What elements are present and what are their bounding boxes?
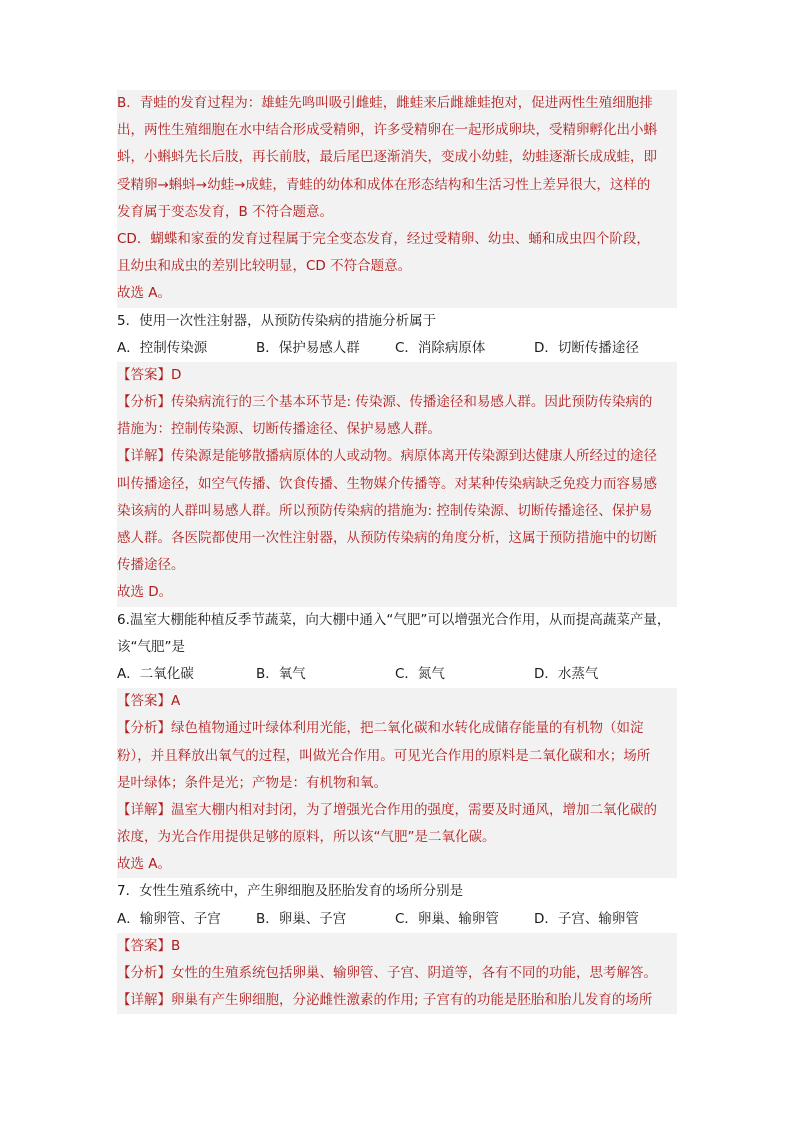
answer-value: D (171, 366, 182, 383)
q6-stem: 该“气肥”是 (117, 638, 185, 655)
detail-tag: 【详解】 (117, 448, 171, 465)
q6-option-d: D．水蒸气 (534, 665, 599, 682)
document-page (117, 90, 677, 1014)
analysis-tag: 【分析】 (117, 965, 171, 981)
detail-text: 叫传播途径，如空气传播、饮食传播、生物媒介传播等。对某种传染病缺乏免疫力而容易感 (117, 475, 657, 492)
q7-answer (117, 933, 677, 960)
q6-solution (117, 688, 677, 878)
analysis-text: 粉），并且释放出氧气的过程，叫做光合作用。可见光合作用的原料是二氧化碳和水；场所 (117, 747, 651, 764)
q6-option-b: B．氧气 (256, 665, 306, 682)
q5-answer (117, 362, 677, 389)
q6-stem: 6.温室大棚能种植反季节蔬菜，向大棚中通入“气肥”可以增强光合作用，从而提高蔬菜产量， (117, 611, 671, 628)
detail-text: 感人群。各医院都使用一次性注射器，从预防传染病的角度分析，这属于预防措施中的切断 (117, 530, 657, 546)
q5-options (117, 335, 677, 362)
q5-option-c: C．消除病原体 (395, 339, 486, 356)
detail-text: 温室大棚内相对封闭，为了增强光合作用的强度，需要及时通风，增加二氧化碳的 (171, 801, 657, 818)
analysis-text: 是叶绿体；条件是光；产物是：有机物和氧。 (117, 774, 387, 791)
q4-option-b-line: B．青蛙的发育过程为：雄蛙先鸣叫吸引雌蛙，雌蛙来后雌雄蛙抱对，促进两性生殖细胞排 (117, 95, 653, 111)
detail-text: 传染源是能够散播病原体的人或动物。病原体离开传染源到达健康人所经过的途径 (171, 448, 657, 465)
detail-tag: 【详解】 (117, 992, 171, 1009)
detail-text: 传播途径。 (117, 557, 185, 574)
q7-option-a: A．输卵管、子宫 (117, 910, 221, 927)
q7-options (117, 906, 677, 933)
q7-analysis (117, 960, 677, 987)
detail-text: 染该病的人群叫易感人群。所以预防传染病的措施为: 控制传染源、切断传播途径、保护易 (117, 502, 653, 519)
q7-option-c: C．卵巢、输卵管 (395, 910, 499, 927)
answer-tag: 【答案】 (117, 937, 171, 954)
analysis-tag: 【分析】 (117, 394, 171, 411)
q6-options (117, 661, 677, 688)
q6-answer (117, 688, 677, 715)
analysis-text: 措施为：控制传染源、切断传播途径、保护易感人群。 (117, 421, 441, 438)
q5-analysis (117, 389, 677, 416)
q4-option-b-line: 发育属于变态发育，B 不符合题意。 (117, 203, 334, 220)
q4-option-cd-line: CD．蝴蝶和家蚕的发育过程属于完全变态发育，经过受精卵、幼虫、蛹和成虫四个阶段， (117, 230, 650, 247)
q6-analysis (117, 715, 677, 742)
q5-detail (117, 443, 677, 470)
analysis-text: 女性的生殖系统包括卵巢、输卵管、子宫、阴道等，各有不同的功能，思考解答。 (171, 965, 657, 981)
q7-option-d: D．子宫、输卵管 (534, 910, 639, 927)
q6-option-a: A．二氧化碳 (117, 665, 194, 682)
answer-value: B (171, 937, 181, 954)
q4-explanation (117, 90, 677, 308)
q4-option-b-line: 出，两性生殖细胞在水中结合形成受精卵，许多受精卵在一起形成卵块，受精卵孵化出小蝌 (117, 122, 657, 139)
answer-value: A (171, 693, 181, 710)
analysis-tag: 【分析】 (117, 720, 171, 737)
q4-choose: 故选 A。 (117, 285, 172, 302)
q5-option-a: A．控制传染源 (117, 339, 208, 356)
answer-tag: 【答案】 (117, 366, 171, 383)
q7-stem: 7．女性生殖系统中，产生卵细胞及胚胎发育的场所分别是 (117, 883, 464, 900)
q5-solution (117, 362, 677, 607)
analysis-text: 绿色植物通过叶绿体利用光能，把二氧化碳和水转化成储存能量的有机物（如淀 (171, 720, 644, 737)
q5-option-b: B．保护易感人群 (256, 339, 360, 356)
analysis-text: 传染病流行的三个基本环节是: 传染源、传播途径和易感人群。因此预防传染病的 (171, 394, 653, 411)
q6-detail (117, 797, 677, 824)
q7-option-b: B．卵巢、子宫 (256, 910, 347, 927)
detail-tag: 【详解】 (117, 801, 171, 818)
q7-detail (117, 987, 677, 1014)
q7-solution (117, 933, 677, 1015)
q4-option-b-line: 蚪，小蝌蚪先长后肢，再长前肢，最后尾巴逐渐消失，变成小幼蛙，幼蛙逐渐长成成蛙，即 (117, 149, 657, 166)
answer-tag: 【答案】 (117, 693, 171, 710)
q6-choose: 故选 A。 (117, 856, 172, 873)
q5-stem: 5．使用一次性注射器，从预防传染病的措施分析属于 (117, 312, 437, 329)
q5-choose: 故选 D。 (117, 584, 173, 601)
detail-text: 浓度，为光合作用提供足够的原料，所以该“气肥”是二氧化碳。 (117, 829, 496, 846)
q4-option-cd-line: 且幼虫和成虫的差别比较明显，CD 不符合题意。 (117, 258, 412, 275)
detail-text: 卵巢有产生卵细胞，分泌雌性激素的作用; 子宫有的功能是胚胎和胎儿发育的场所 (171, 992, 653, 1009)
q6-option-c: C．氮气 (395, 665, 445, 682)
q4-option-b-line: 受精卵→蝌蚪→幼蛙→成蛙，青蛙的幼体和成体在形态结构和生活习性上差异很大，这样的 (117, 176, 651, 193)
q5-option-d: D．切断传播途径 (534, 339, 639, 356)
